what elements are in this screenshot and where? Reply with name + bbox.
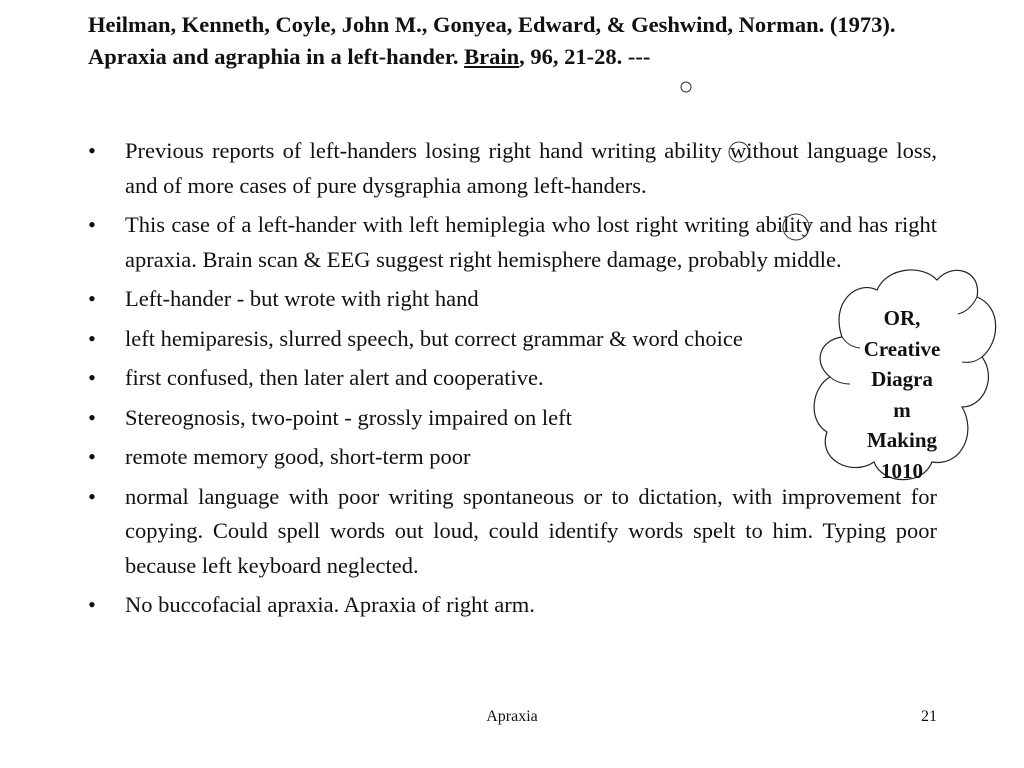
- bullet-icon: •: [88, 325, 96, 351]
- bullet-text: Stereognosis, two-point - grossly impaired on left: [125, 404, 572, 430]
- citation-authors-text: Heilman, Kenneth, Coyle, John M., Gonyea, Edward, & Geshwind, Norman. (1973). Apraxia and agraphia in a left-hander.: [88, 12, 896, 69]
- callout-line: Creative: [863, 336, 941, 361]
- bullet-icon: •: [88, 592, 96, 617]
- bullet-item: [88, 440, 937, 475]
- bullet-list: [88, 134, 937, 628]
- bullet-icon: •: [88, 404, 96, 430]
- citation-title: [88, 9, 948, 73]
- bullet-item: [88, 282, 937, 317]
- callout-line: Making: [866, 428, 937, 452]
- bullet-item: [88, 134, 937, 203]
- bullet-icon: •: [88, 444, 96, 469]
- bullet-icon: •: [88, 138, 96, 163]
- bullet-item: [88, 588, 937, 623]
- bullet-text: remote memory good, short-term poor: [125, 444, 471, 469]
- bullet-text: Previous reports of left-handers losing right hand writing ability without language loss, and of more cases of pure dysgraphia among left-handers.: [125, 138, 937, 198]
- bullet-item: [88, 361, 937, 396]
- bullet-item: [88, 480, 937, 584]
- bullet-text: No buccofacial apraxia. Apraxia of right arm.: [125, 592, 535, 617]
- bullet-text: Left-hander - but wrote with right hand: [125, 286, 479, 311]
- bullet-text: left hemiparesis, slurred speech, but correct grammar & word choice: [125, 325, 743, 351]
- callout-line: m: [893, 397, 911, 422]
- bullet-text: normal language with poor writing spontaneous or to dictation, with improvement for copying. Could spell words out loud, could identify words spelt to him. Typing poor because left keyboard neglected.: [125, 483, 937, 578]
- callout-text: [846, 303, 958, 486]
- small-circle-icon: [681, 82, 691, 92]
- footer-title: Apraxia: [486, 708, 538, 725]
- bullet-item: [88, 208, 937, 277]
- callout-line: OR,: [883, 306, 921, 330]
- bullet-text: This case of a left-hander with left hemiplegia who lost right writing ability and has right apraxia. Brain scan & EEG suggest right hemisphere damage, probably middle.: [125, 212, 937, 272]
- bullet-icon: •: [88, 286, 96, 311]
- bullet-item: [88, 322, 937, 357]
- bullet-item: [88, 401, 937, 436]
- bullet-icon: •: [88, 212, 96, 237]
- citation-volume-pages: , 96, 21-28. ---: [519, 44, 651, 69]
- page-number: 21: [921, 708, 937, 725]
- bullet-icon: •: [88, 483, 96, 509]
- bullet-icon: •: [88, 365, 96, 390]
- bullet-text: first confused, then later alert and cooperative.: [125, 365, 544, 390]
- callout-line: 1010: [881, 458, 923, 483]
- callout-line: Diagra: [871, 367, 933, 391]
- journal-name: Brain: [464, 44, 520, 69]
